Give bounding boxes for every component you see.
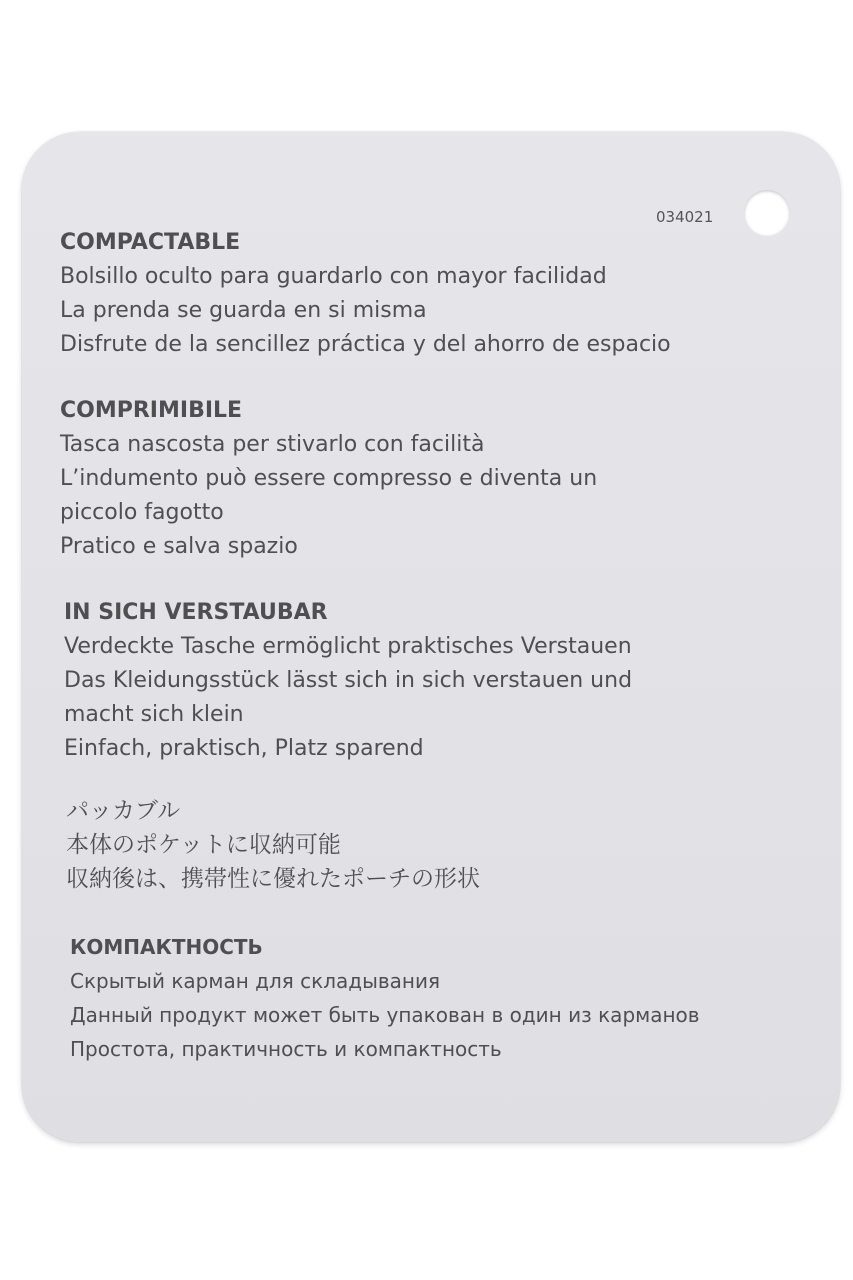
section-line: 収納後は、携帯性に優れたポーチの形状 [66,866,480,892]
section-line: Скрытый карман для складывания [70,969,441,993]
section-russian [70,930,700,1066]
tag-punch-hole [744,190,790,236]
section-heading: IN SICH VERSTAUBAR [64,600,328,625]
section-italian [60,394,597,564]
section-line: Tasca nascosta per stivarlo con facilità [60,432,485,457]
section-line: L’indumento può essere compresso e diventa un [60,466,598,491]
section-line: La prenda se guarda en si misma [60,298,427,323]
section-line: Verdeckte Tasche ermöglicht praktisches Verstauen [64,634,632,659]
section-heading: КОМПАКТНОСТЬ [70,935,263,959]
section-line: Bolsillo oculto para guardarlo con mayor facilidad [60,264,607,289]
section-heading: COMPRIMIBILE [60,398,243,423]
section-line: Das Kleidungsstück lässt sich in sich verstauen und [64,668,633,693]
section-line: Простота, практичность и компактность [70,1037,502,1061]
section-heading: COMPACTABLE [60,230,241,255]
section-line: Данный продукт может быть упакован в один из карманов [70,1003,700,1027]
section-japanese [66,794,480,896]
section-line: Disfrute de la sencillez práctica y del ahorro de espacio [60,332,671,357]
section-spanish [60,226,671,362]
section-line: Einfach, praktisch, Platz sparend [64,736,424,761]
section-line: Pratico e salva spazio [60,534,298,559]
section-line: piccolo fagotto [60,500,224,525]
section-line: パッカブル [66,798,181,824]
section-german [64,596,632,766]
section-line: macht sich klein [64,702,244,727]
section-line: 本体のポケットに収納可能 [66,832,341,858]
product-code: 034021 [656,208,714,226]
